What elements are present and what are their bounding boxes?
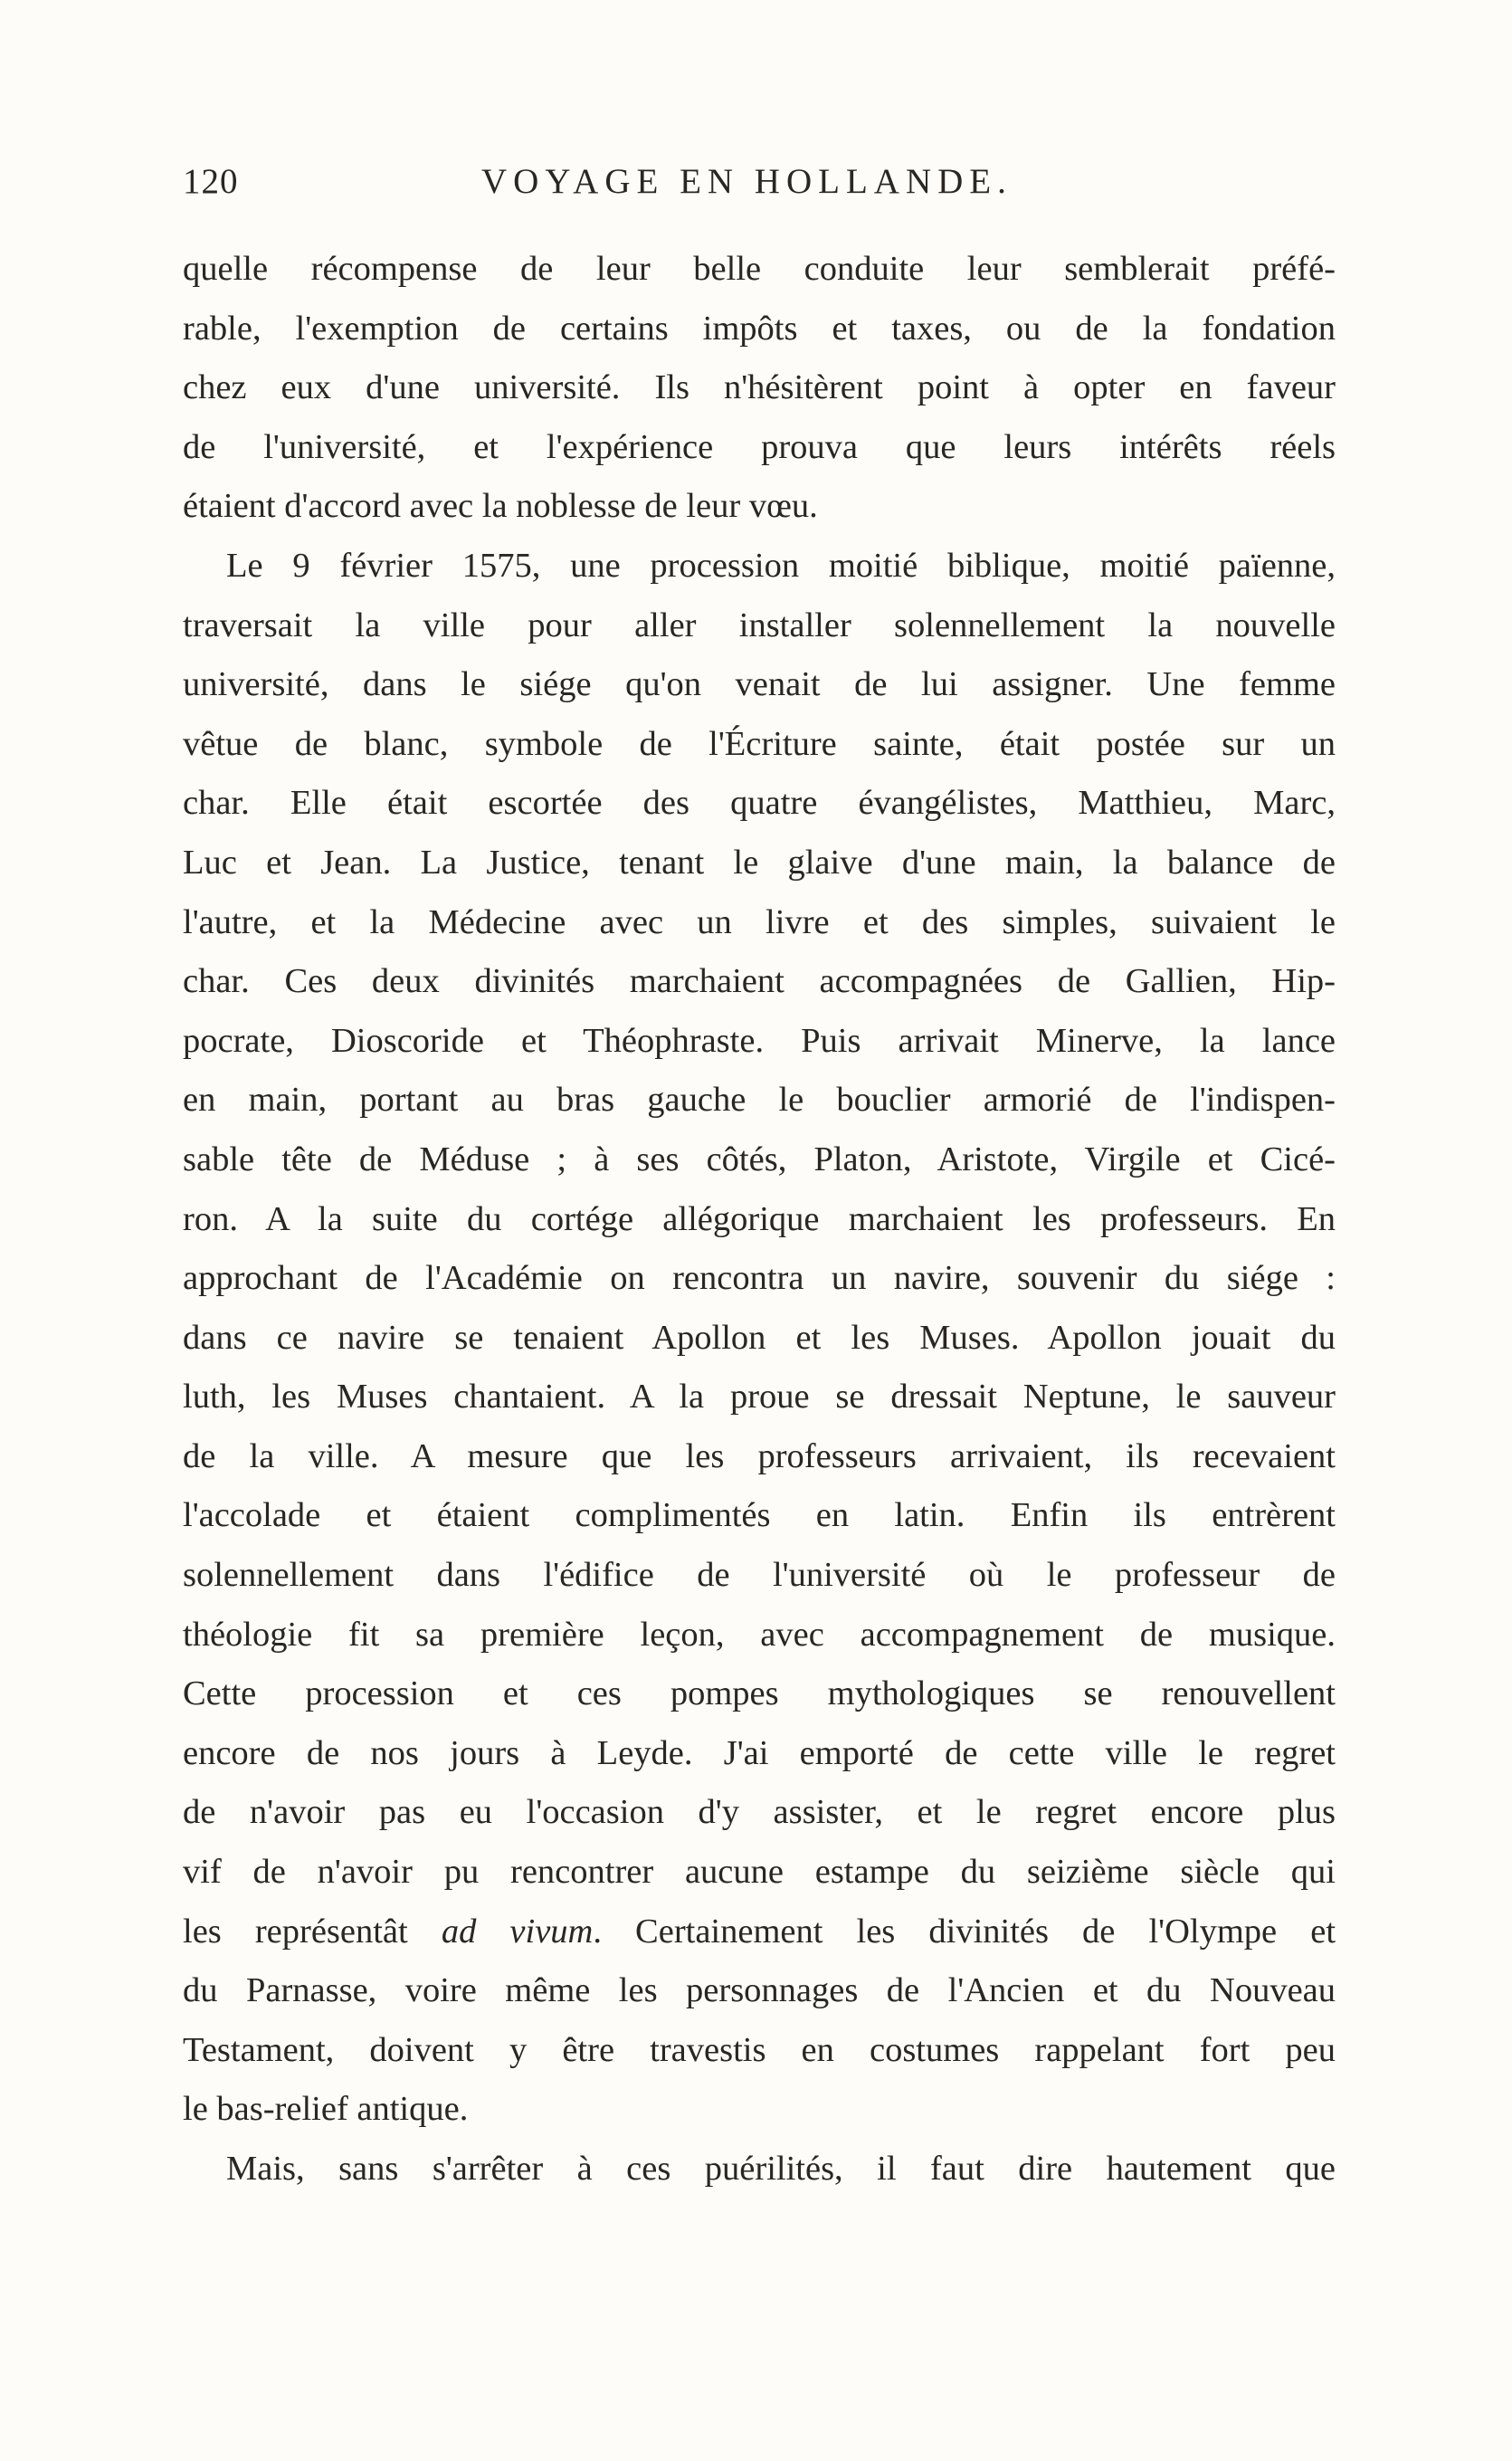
text-line: Le 9 février 1575, une procession moitié biblique, moitié païenne,: [226, 546, 1336, 585]
text-line: de la ville. A mesure que les professeurs arrivaient, ils recevaient: [183, 1436, 1336, 1475]
text-line: Testament, doivent y être travestis en costumes rappelant fort peu: [183, 2030, 1336, 2069]
text-line: l'accolade et étaient complimentés en latin. Enfin ils entrèrent: [183, 1496, 1336, 1535]
text-line: char. Ces deux divinités marchaient accompagnées de Gallien, Hip-: [183, 962, 1336, 1001]
italic-phrase: ad vivum: [441, 1912, 594, 1951]
text-line: Cette procession et ces pompes mythologiques se renouvellent: [183, 1674, 1336, 1713]
text-line: vif de n'avoir pu rencontrer aucune estampe du seizième siècle qui: [183, 1853, 1336, 1892]
page-number: 120: [183, 162, 239, 201]
text-line: du Parnasse, voire même les personnages de l'Ancien et du Nouveau: [183, 1971, 1336, 2010]
text-line: rable, l'exemption de certains impôts et taxes, ou de la fondation: [183, 309, 1336, 348]
text-line: approchant de l'Académie on rencontra un navire, souvenir du siége :: [183, 1259, 1336, 1298]
running-title: VOYAGE EN HOLLANDE.: [481, 162, 1013, 201]
text-line: l'autre, et la Médecine avec un livre et des simples, suivaient le: [183, 902, 1336, 941]
text-line: en main, portant au bras gauche le bouclier armorié de l'indispen-: [183, 1081, 1336, 1120]
text-line: le bas-relief antique.: [183, 2090, 469, 2129]
text-line: traversait la ville pour aller installer solennellement la nouvelle: [183, 606, 1336, 644]
text-segment: . Certainement les divinités de l'Olympe et: [593, 1912, 1336, 1951]
text-line: Mais, sans s'arrêter à ces puérilités, il faut dire hautement que: [226, 2150, 1336, 2188]
text-line: chez eux d'une université. Ils n'hésitèrent point à opter en faveur: [183, 368, 1336, 407]
running-head: [183, 161, 1336, 215]
text-line: de n'avoir pas eu l'occasion d'y assister, et le regret encore plus: [183, 1793, 1336, 1832]
text-line: dans ce navire se tenaient Apollon et les Muses. Apollon jouait du: [183, 1318, 1336, 1357]
text-line: pocrate, Dioscoride et Théophraste. Puis arrivait Minerve, la lance: [183, 1021, 1336, 1060]
text-line: quelle récompense de leur belle conduite leur semblerait préfé-: [183, 250, 1336, 288]
text-line: char. Elle était escortée des quatre évangélistes, Matthieu, Marc,: [183, 784, 1336, 823]
text-line: ron. A la suite du cortége allégorique marchaient les professeurs. En: [183, 1199, 1336, 1238]
body-text: [183, 240, 1336, 2199]
text-line: vêtue de blanc, symbole de l'Écriture sainte, était postée sur un: [183, 724, 1336, 763]
text-line: sable tête de Méduse ; à ses côtés, Platon, Aristote, Virgile et Cicé-: [183, 1140, 1336, 1178]
text-line: étaient d'accord avec la noblesse de leur vœu.: [183, 487, 818, 526]
text-segment: les représentât: [183, 1912, 408, 1951]
text-line: université, dans le siége qu'on venait de lui assigner. Une femme: [183, 665, 1336, 704]
text-line-with-italic: [183, 1903, 1336, 1962]
text-line: Luc et Jean. La Justice, tenant le glaive d'une main, la balance de: [183, 843, 1336, 882]
text-line: solennellement dans l'édifice de l'université où le professeur de: [183, 1556, 1336, 1595]
text-line: théologie fit sa première leçon, avec accompagnement de musique.: [183, 1615, 1336, 1654]
text-line: encore de nos jours à Leyde. J'ai emporté de cette ville le regret: [183, 1733, 1336, 1772]
text-line: luth, les Muses chantaient. A la proue se dressait Neptune, le sauveur: [183, 1378, 1336, 1417]
text-line: de l'université, et l'expérience prouva que leurs intérêts réels: [183, 427, 1336, 466]
